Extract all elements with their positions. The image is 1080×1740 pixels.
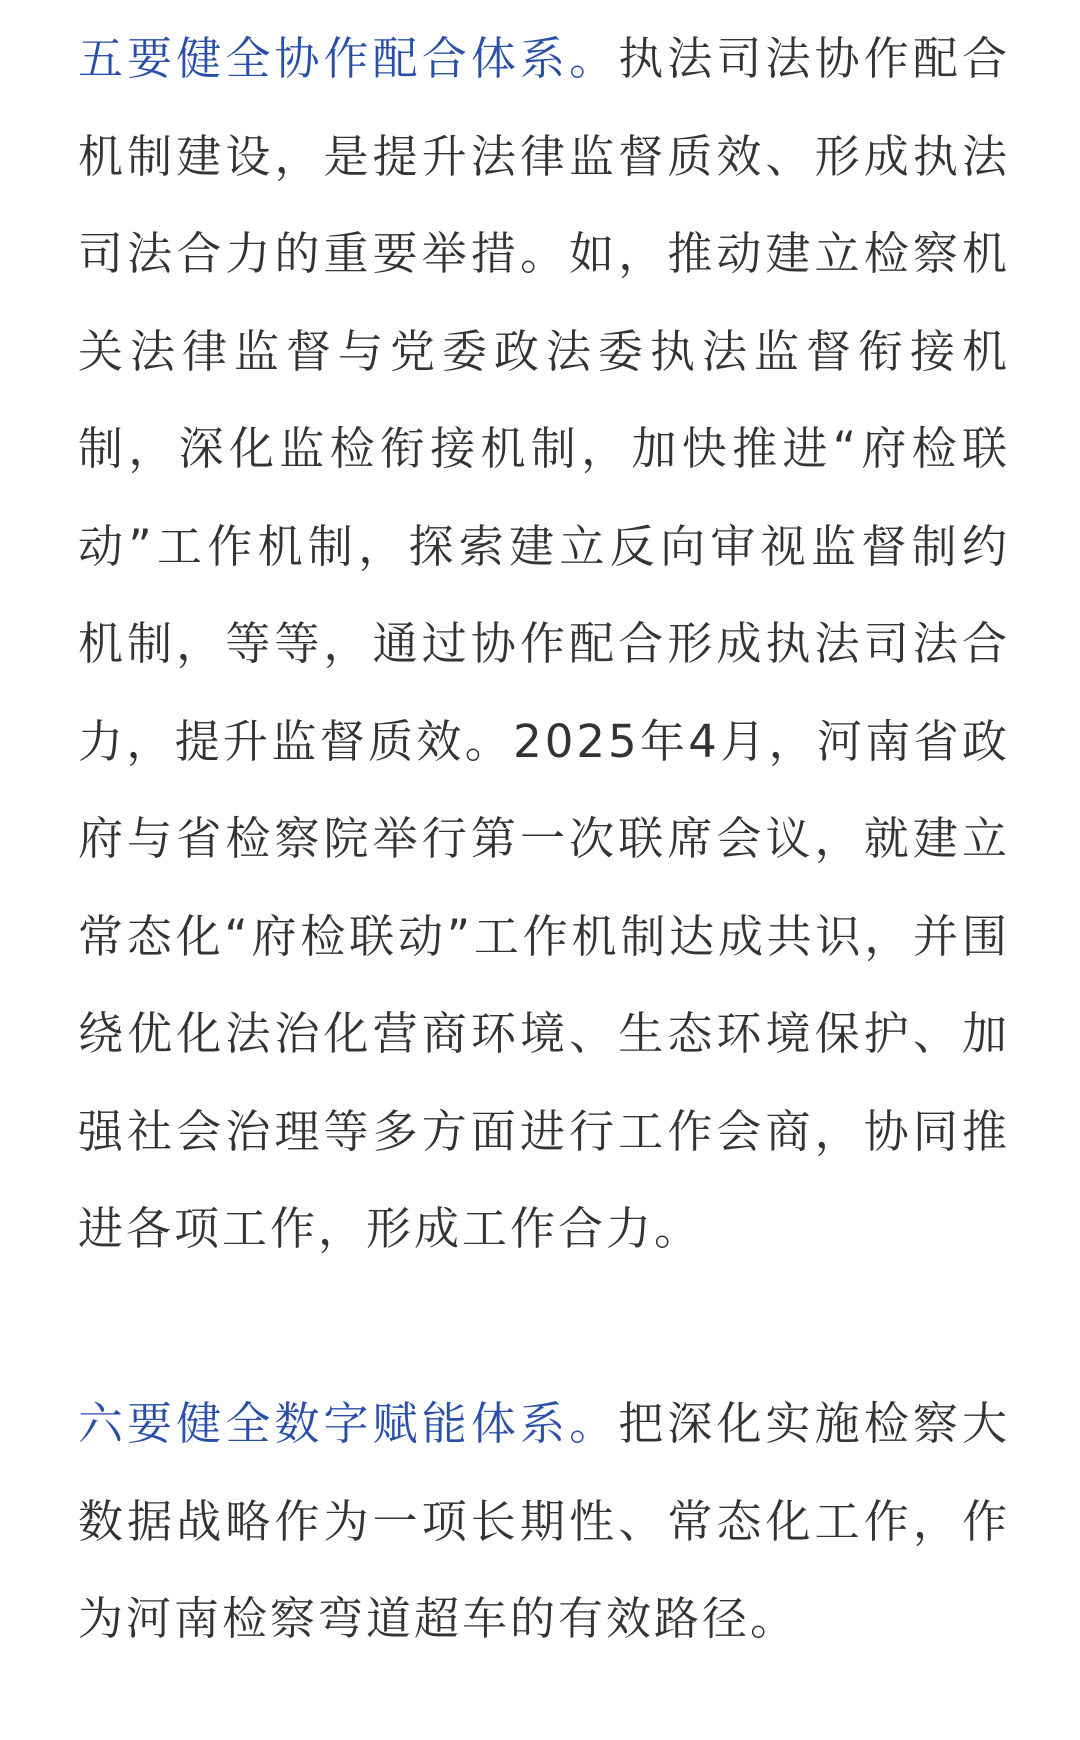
paragraph-collaboration <box>78 10 1010 1278</box>
paragraph-text: 把深化实施检察大数据战略作为一项长期性、常态化工作，作为河南检察弯道超车的有效路径。 <box>78 1397 1010 1645</box>
paragraph-lead: 五要健全协作配合体系。 <box>78 32 619 85</box>
article-body <box>78 10 1010 1668</box>
paragraph-text: 执法司法协作配合机制建设，是提升法律监督质效、形成执法司法合力的重要举措。如，推动建立检察机关法律监督与党委政法委执法监督衔接机制，深化监检衔接机制，加快推进“府检联动”工作机制，探索建立反向审视监督制约机制，等等，通过协作配合形成执法司法合力，提升监督质效。2025年4月，河南省政府与省检察院举行第一次联席会议，就建立常态化“府检联动”工作机制达成共识，并围绕优化法治化营商环境、生态环境保护、加强社会治理等多方面进行工作会商，协同推进各项工作，形成工作合力。 <box>78 32 1010 1255</box>
paragraph-digital <box>78 1375 1010 1668</box>
paragraph-lead: 六要健全数字赋能体系。 <box>78 1397 619 1450</box>
